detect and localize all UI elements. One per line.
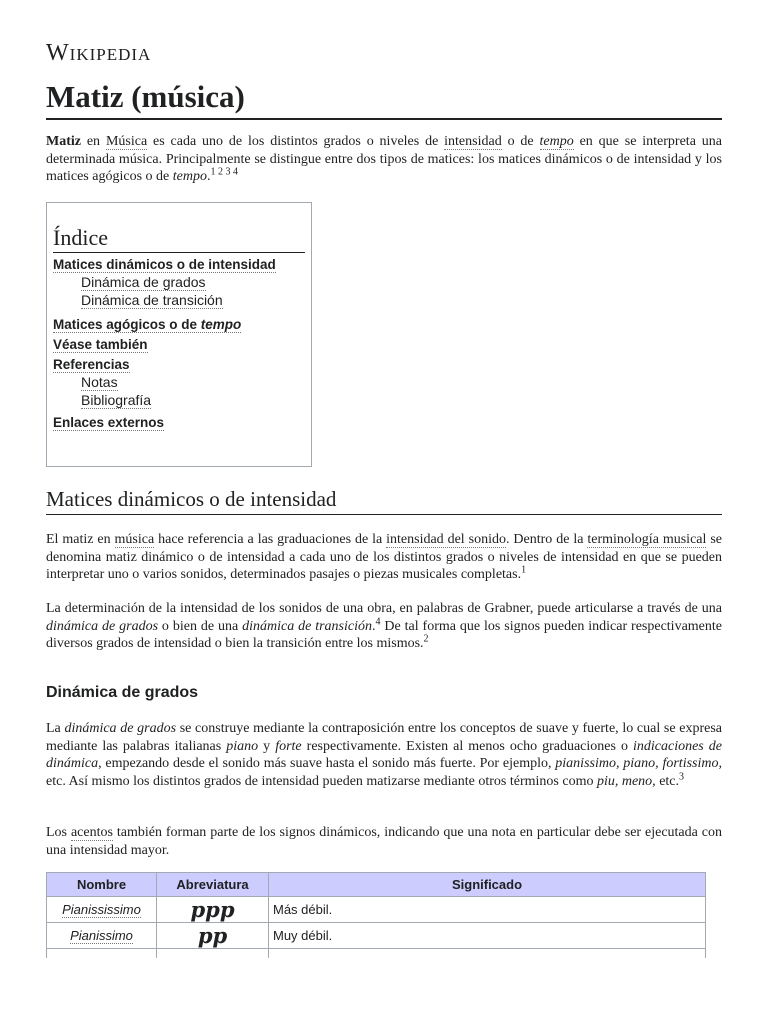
ssp1-italic-5: pianissimo, piano, fortissimo, [555,756,722,771]
toc-item-label-italic: tempo [200,317,242,332]
s1p2-text-2: o bien de una [158,618,243,634]
intro-text-2: es cada uno de los distintos grados o niveles de [147,134,445,149]
s1p2-italic-2: dinámica de transición [242,618,373,634]
toc-title: Índice [53,225,305,253]
intro-bold-term: Matiz [46,134,81,149]
s1p2-text-1: La determinación de la intensidad de los sonidos de una obra, en palabras de Grabner, puede articularse a través de una [46,601,722,616]
intro-text-4: en que se interpreta una determinada música. Principalmente se distingue entre dos tipos de matices: los matices dinámicos o de intensidad y los matices agógicos o de [46,134,722,184]
ssp1-italic-4: indicaciones de dinámica [46,738,722,771]
link-musica[interactable]: Música [105,134,148,149]
link-pianississimo[interactable]: Pianississimo [62,902,141,917]
intro-text-3: o de [501,134,540,149]
ssp1-italic-3: forte [275,738,302,754]
column-header-abreviatura: Abreviatura [157,873,269,897]
toc-item-enlaces-externos[interactable] [53,415,305,430]
link-musica-2[interactable]: música [114,532,155,547]
link-tempo[interactable] [540,134,574,150]
link-terminologia-musical[interactable]: terminología musical [587,532,707,547]
toc-sublist [53,374,305,408]
s1p2-text-4: De tal forma que los signos pueden indicar respectivamente diversos grados de intensidad o bien la transición entre los mismos. [46,618,722,651]
toc-item-referencias[interactable] [53,357,305,408]
table-cell-name [47,897,157,923]
ssp1-text-5: , empezando desde el sonido más suave hasta el sonido más fuerte. Por ejemplo, [98,756,556,771]
column-header-significado: Significado [269,873,706,897]
ssp1-italic-2: piano [226,738,259,754]
table-of-contents [46,202,312,467]
table-cell-meaning: Muy débil. [269,923,706,949]
table-row [47,923,706,949]
reference-1[interactable]: 1 [521,564,527,576]
toc-list [53,257,305,430]
toc-item-label: Bibliografía [81,392,152,408]
ssp1-italic-6: piu, meno, [596,773,656,789]
section1-paragraph-1 [46,531,722,584]
page-title: Matiz (música) [46,78,722,120]
link-intensidad-sonido[interactable]: intensidad del sonido [386,532,506,547]
toc-item-dinamica-grados[interactable] [53,274,305,290]
page-bottom-mask [0,958,768,1024]
link-pianissimo[interactable]: Pianissimo [70,928,133,943]
toc-item-dinamica-transicion[interactable] [53,292,305,308]
section1-paragraph-2 [46,600,722,653]
toc-item-vease-tambien[interactable] [53,337,305,352]
ssp1-text-4: respectivamente. Existen al menos ocho graduaciones o [301,738,633,754]
toc-sublist [53,274,305,308]
ssp1-text-7: etc. [655,773,680,789]
toc-item-notas[interactable] [53,374,305,390]
s1p1-text-2: hace referencia a las graduaciones de la [154,532,387,547]
wikipedia-wordmark[interactable]: Wikipedia [46,40,152,66]
toc-item-label: Notas [81,374,118,390]
link-acentos[interactable]: acentos [70,825,113,840]
toc-item-label: Véase también [53,337,148,352]
ssp1-text-1: La [46,721,65,736]
link-tempo-label: tempo [539,134,574,149]
intro-references[interactable]: 1 2 3 4 [210,166,238,178]
s1p2-text-3: . [372,618,376,634]
toc-item-label: Dinámica de grados [81,274,206,290]
subsection-paragraph-1 [46,720,722,790]
s1p2-italic-1: dinámica de grados [46,618,159,634]
s1p1-text-4: se denomina matiz dinámico o de intensidad a cada uno de los distintos grados o niveles de intensidad en que se pueden interpretar uno o varios sonidos, determinados pasajes o piezas musicales completas. [46,532,722,582]
column-header-nombre: Nombre [47,873,157,897]
ssp1-text-6: etc. Así mismo los distintos grados de intensidad pueden matizarse mediante otros términos como [46,773,597,789]
intro-text-5: . [206,169,211,184]
subsection-paragraph-2 [46,824,722,859]
toc-item-label-text: Matices agógicos o de [53,317,201,332]
subsection-heading-dinamica-grados: Dinámica de grados [46,684,199,701]
reference-3[interactable]: 3 [679,770,685,782]
s1p1-text-1: El matiz en [46,532,115,547]
section-heading-matices-dinamicos: Matices dinámicos o de intensidad [46,486,722,515]
intro-paragraph [46,133,722,186]
ssp1-italic-1: dinámica de grados [64,721,177,736]
link-intensidad[interactable]: intensidad [444,134,502,149]
table-header-row [47,873,706,897]
toc-item-matices-dinamicos[interactable] [53,257,305,308]
toc-item-label: Dinámica de transición [81,292,223,308]
table-cell-meaning: Más débil. [269,897,706,923]
toc-item-label: Enlaces externos [53,415,165,430]
table-cell-abbreviation: ppp [157,897,269,923]
ssp1-text-3: y [258,738,276,754]
intro-text-1: en [80,134,106,149]
toc-item-label [53,317,241,333]
toc-item-bibliografia[interactable] [53,392,305,408]
intro-tempo-italic: tempo [172,169,207,184]
reference-4[interactable]: 4 [375,615,381,627]
toc-item-label: Referencias [53,357,130,372]
ssp1-text-2: se construye mediante la contraposición entre los conceptos de suave y fuerte, lo cual se expresa mediante las palabras italianas [46,721,723,754]
ssp2-text-2: también forman parte de los signos dinámicos, indicando que una nota en particular debe ser ejecutada con una intensidad mayor. [46,825,722,858]
toc-item-label: Matices dinámicos o de intensidad [53,257,276,272]
s1p1-text-3: . Dentro de la [505,532,588,547]
table-row [47,897,706,923]
table-cell-abbreviation: pp [157,923,269,949]
reference-2[interactable]: 2 [423,633,429,645]
table-cell-name [47,923,157,949]
ssp2-text-1: Los [46,825,71,840]
toc-item-matices-agogicos[interactable] [53,317,305,332]
